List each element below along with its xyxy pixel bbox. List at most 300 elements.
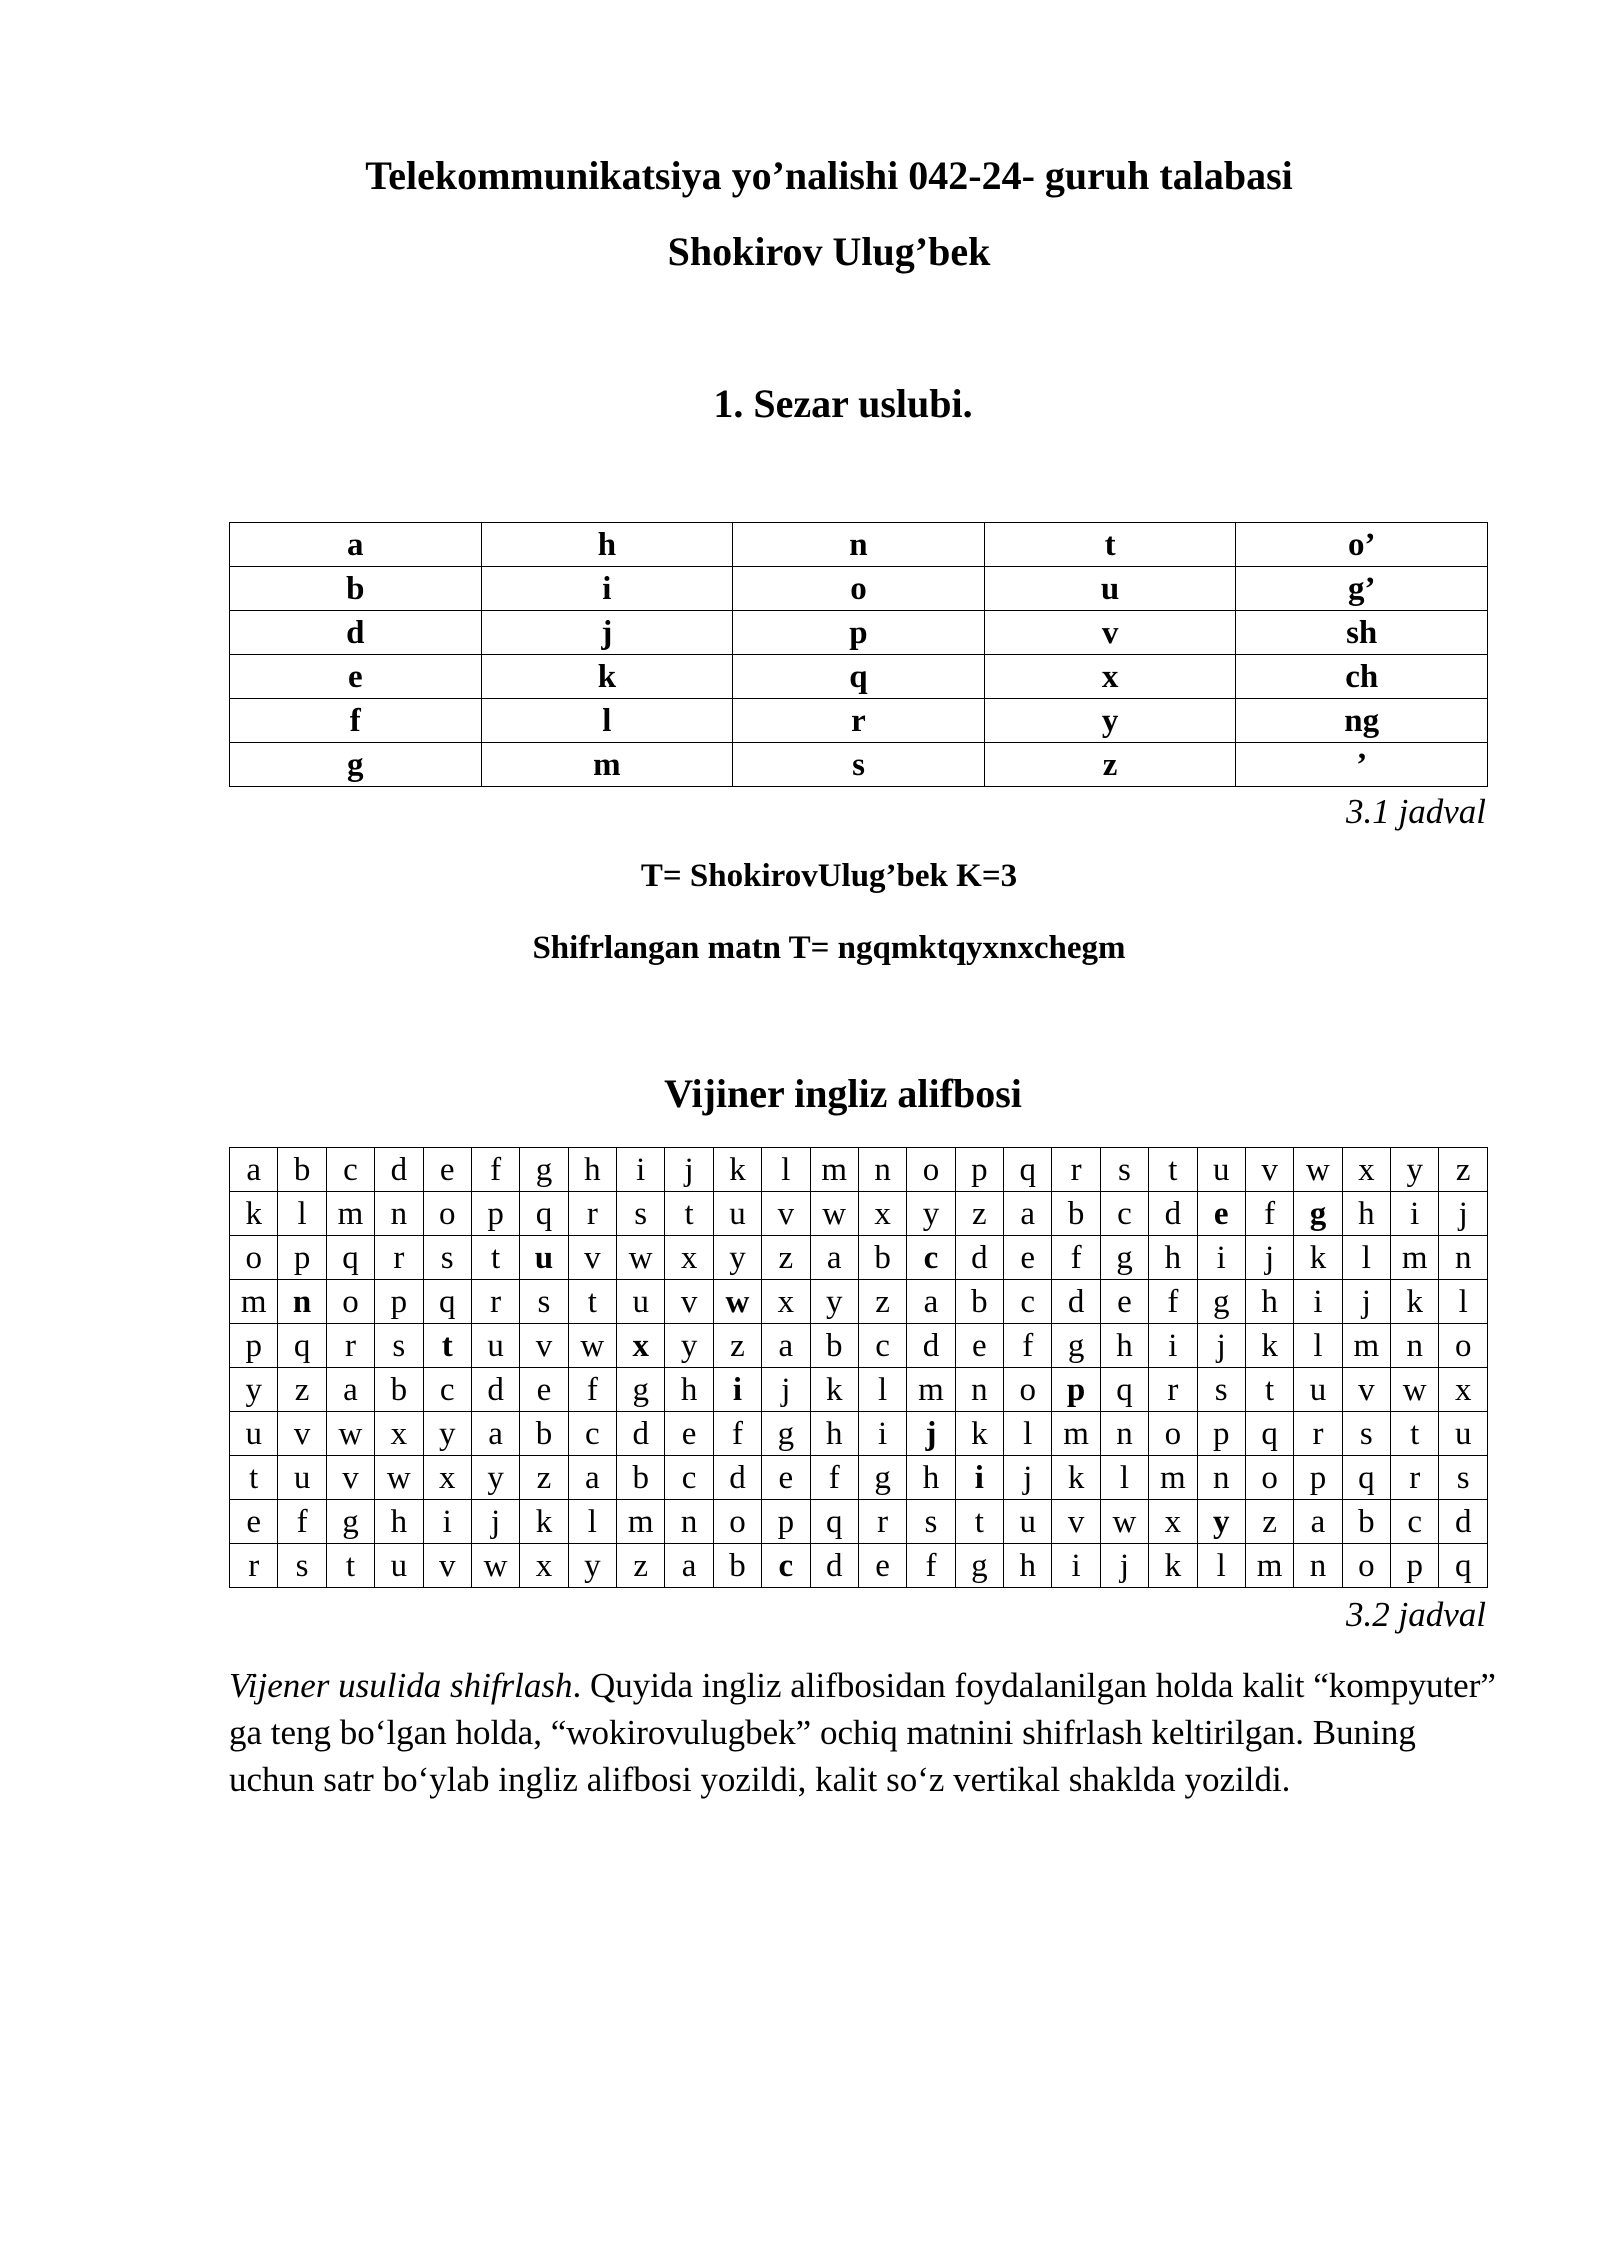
- table-cell: n: [733, 523, 985, 567]
- table-cell: s: [423, 1236, 471, 1280]
- table-cell: z: [713, 1324, 761, 1368]
- table-cell: n: [1294, 1544, 1342, 1588]
- table-cell: j: [665, 1148, 713, 1192]
- table-cell: f: [471, 1148, 519, 1192]
- table-cell: s: [1100, 1148, 1148, 1192]
- table-cell: f: [1245, 1192, 1293, 1236]
- table-cell: f: [230, 699, 482, 743]
- table-cell: w: [326, 1412, 374, 1456]
- table-cell: w: [1391, 1368, 1439, 1412]
- table-cell: g: [230, 743, 482, 787]
- table-cell: o’: [1236, 523, 1488, 567]
- table-cell: k: [810, 1368, 858, 1412]
- table-cell: h: [1342, 1192, 1390, 1236]
- table-cell: s: [1342, 1412, 1390, 1456]
- table-row: [230, 1500, 1488, 1544]
- table-cell: y: [665, 1324, 713, 1368]
- table-cell: m: [230, 1280, 278, 1324]
- table-cell: c: [326, 1148, 374, 1192]
- table-cell: x: [520, 1544, 568, 1588]
- table-cell: h: [810, 1412, 858, 1456]
- table-cell: u: [278, 1456, 326, 1500]
- table-cell: p: [955, 1148, 1003, 1192]
- table-cell: s: [617, 1192, 665, 1236]
- table-cell: j: [1439, 1192, 1488, 1236]
- table-cell: k: [520, 1500, 568, 1544]
- table-cell: b: [1052, 1192, 1100, 1236]
- table-cell: e: [762, 1456, 810, 1500]
- table-cell: d: [907, 1324, 955, 1368]
- table-cell: n: [955, 1368, 1003, 1412]
- table-cell: n: [278, 1280, 326, 1324]
- table-cell: c: [762, 1544, 810, 1588]
- table-cell: i: [1052, 1544, 1100, 1588]
- table-cell: w: [471, 1544, 519, 1588]
- table-cell: g’: [1236, 567, 1488, 611]
- table-cell: x: [858, 1192, 906, 1236]
- table-cell: o: [326, 1280, 374, 1324]
- table-cell: z: [617, 1544, 665, 1588]
- author-name: Shokirov Ulug’bek: [667, 229, 991, 274]
- table-cell: v: [423, 1544, 471, 1588]
- table-cell: r: [1294, 1412, 1342, 1456]
- table-cell: y: [984, 699, 1236, 743]
- table-cell: x: [665, 1236, 713, 1280]
- table-cell: g: [520, 1148, 568, 1192]
- table-cell: l: [858, 1368, 906, 1412]
- table-cell: x: [1149, 1500, 1197, 1544]
- table-cell: w: [1100, 1500, 1148, 1544]
- table-cell: y: [907, 1192, 955, 1236]
- table-cell: u: [713, 1192, 761, 1236]
- table-cell: s: [1197, 1368, 1245, 1412]
- table-cell: q: [810, 1500, 858, 1544]
- table-cell: d: [1149, 1192, 1197, 1236]
- table-cell: m: [326, 1192, 374, 1236]
- table-cell: d: [955, 1236, 1003, 1280]
- table-cell: m: [481, 743, 733, 787]
- table-cell: i: [1294, 1280, 1342, 1324]
- table-row: [230, 1192, 1488, 1236]
- table-cell: r: [1052, 1148, 1100, 1192]
- table-cell: k: [230, 1192, 278, 1236]
- table-cell: t: [326, 1544, 374, 1588]
- table-cell: k: [955, 1412, 1003, 1456]
- table-cell: s: [375, 1324, 423, 1368]
- table-cell: q: [1245, 1412, 1293, 1456]
- table-cell: g: [1294, 1192, 1342, 1236]
- table-row: [230, 743, 1488, 787]
- table-cell: j: [471, 1500, 519, 1544]
- table-cell: g: [762, 1412, 810, 1456]
- table-cell: u: [1197, 1148, 1245, 1192]
- table-cell: n: [858, 1148, 906, 1192]
- table-cell: u: [375, 1544, 423, 1588]
- table-cell: h: [1149, 1236, 1197, 1280]
- table-cell: h: [665, 1368, 713, 1412]
- table-row: [230, 1368, 1488, 1412]
- table-cell: w: [810, 1192, 858, 1236]
- table-cell: l: [1342, 1236, 1390, 1280]
- table-cell: h: [1245, 1280, 1293, 1324]
- table-row: [230, 1280, 1488, 1324]
- table-cell: x: [617, 1324, 665, 1368]
- table-cell: c: [858, 1324, 906, 1368]
- table-cell: v: [326, 1456, 374, 1500]
- table-cell: k: [1149, 1544, 1197, 1588]
- document-title: Telekommunikatsiya yo’nalishi 042-24- guruh talabasi: [365, 153, 1293, 198]
- table-row: [230, 1148, 1488, 1192]
- table-cell: q: [733, 655, 985, 699]
- table-cell: c: [1100, 1192, 1148, 1236]
- table-cell: r: [471, 1280, 519, 1324]
- table-row: [230, 1412, 1488, 1456]
- table-cell: a: [1294, 1500, 1342, 1544]
- table-cell: l: [1294, 1324, 1342, 1368]
- table-cell: z: [762, 1236, 810, 1280]
- table-cell: n: [375, 1192, 423, 1236]
- table-cell: i: [617, 1148, 665, 1192]
- table-cell: a: [810, 1236, 858, 1280]
- table-cell: z: [1439, 1148, 1488, 1192]
- cipher-text: Shifrlangan matn T= ngqmktqyxnxchegm: [532, 930, 1126, 966]
- table-cell: d: [713, 1456, 761, 1500]
- table-cell: q: [1439, 1544, 1488, 1588]
- table-cell: b: [520, 1412, 568, 1456]
- table-cell: t: [1391, 1412, 1439, 1456]
- table-cell: v: [568, 1236, 616, 1280]
- section-heading: 1. Sezar uslubi.: [713, 381, 973, 426]
- table-cell: r: [375, 1236, 423, 1280]
- table-row: [230, 1324, 1488, 1368]
- table-row: [230, 567, 1488, 611]
- table-cell: b: [955, 1280, 1003, 1324]
- table-cell: o: [713, 1500, 761, 1544]
- table-cell: k: [1294, 1236, 1342, 1280]
- table-cell: f: [907, 1544, 955, 1588]
- table-cell: j: [907, 1412, 955, 1456]
- table-cell: e: [1004, 1236, 1052, 1280]
- table-cell: u: [520, 1236, 568, 1280]
- table-cell: t: [1149, 1148, 1197, 1192]
- table-cell: y: [230, 1368, 278, 1412]
- table-cell: h: [375, 1500, 423, 1544]
- table-cell: p: [471, 1192, 519, 1236]
- table-cell: a: [326, 1368, 374, 1412]
- table-cell: x: [984, 655, 1236, 699]
- table-cell: v: [1052, 1500, 1100, 1544]
- table-cell: d: [810, 1544, 858, 1588]
- table-cell: m: [907, 1368, 955, 1412]
- table-cell: j: [1100, 1544, 1148, 1588]
- table-cell: a: [907, 1280, 955, 1324]
- table-cell: a: [568, 1456, 616, 1500]
- explanation-paragraph: [229, 1662, 1499, 1803]
- table-cell: o: [1149, 1412, 1197, 1456]
- table-cell: k: [1052, 1456, 1100, 1500]
- table-cell: x: [423, 1456, 471, 1500]
- table-cell: g: [1052, 1324, 1100, 1368]
- paragraph-body: . Quyida ingliz alifbosidan foydalanilgan holda kalit “kompyuter” ga teng bo‘lgan holda, “wokirovulugbek” ochiq matnini shifrlash keltirilgan. Buning uchun satr bo‘ylab ingliz alifbosi yozildi, kalit so‘z vertikal shaklda yozildi.: [229, 1666, 1496, 1799]
- table-caption-1: 3.1 jadval: [1346, 792, 1486, 831]
- table-cell: y: [471, 1456, 519, 1500]
- table-cell: y: [568, 1544, 616, 1588]
- table-cell: i: [858, 1412, 906, 1456]
- table-cell: p: [278, 1236, 326, 1280]
- table-cell: v: [1245, 1148, 1293, 1192]
- table-cell: h: [481, 523, 733, 567]
- table-cell: w: [617, 1236, 665, 1280]
- table-cell: e: [520, 1368, 568, 1412]
- table-cell: g: [326, 1500, 374, 1544]
- table-cell: u: [230, 1412, 278, 1456]
- table-cell: f: [1004, 1324, 1052, 1368]
- table-cell: p: [1052, 1368, 1100, 1412]
- table-cell: d: [375, 1148, 423, 1192]
- table-cell: c: [568, 1412, 616, 1456]
- table-cell: v: [665, 1280, 713, 1324]
- table-cell: i: [1149, 1324, 1197, 1368]
- vigenere-heading: Vijiner ingliz alifbosi: [664, 1071, 1022, 1116]
- table-cell: l: [1197, 1544, 1245, 1588]
- table-cell: b: [617, 1456, 665, 1500]
- table-cell: z: [984, 743, 1236, 787]
- table-cell: l: [1004, 1412, 1052, 1456]
- table-cell: b: [810, 1324, 858, 1368]
- table-cell: n: [1391, 1324, 1439, 1368]
- table-cell: p: [762, 1500, 810, 1544]
- table-cell: p: [1294, 1456, 1342, 1500]
- table-cell: n: [1439, 1236, 1488, 1280]
- table-cell: l: [1439, 1280, 1488, 1324]
- table-cell: k: [1391, 1280, 1439, 1324]
- vigenere-table: [229, 1147, 1488, 1588]
- table-row: [230, 611, 1488, 655]
- table-cell: f: [1149, 1280, 1197, 1324]
- table-cell: sh: [1236, 611, 1488, 655]
- table-cell: t: [568, 1280, 616, 1324]
- table-cell: z: [955, 1192, 1003, 1236]
- table-cell: u: [617, 1280, 665, 1324]
- table-cell: s: [1439, 1456, 1488, 1500]
- table-cell: r: [1391, 1456, 1439, 1500]
- table-cell: f: [1052, 1236, 1100, 1280]
- table-cell: z: [520, 1456, 568, 1500]
- table-cell: o: [1342, 1544, 1390, 1588]
- table-cell: l: [278, 1192, 326, 1236]
- table-cell: t: [230, 1456, 278, 1500]
- table-cell: o: [230, 1236, 278, 1280]
- table-cell: a: [665, 1544, 713, 1588]
- table-cell: r: [230, 1544, 278, 1588]
- table-cell: i: [1391, 1192, 1439, 1236]
- table-cell: v: [278, 1412, 326, 1456]
- table-cell: e: [230, 1500, 278, 1544]
- table-cell: o: [733, 567, 985, 611]
- table-cell: x: [1439, 1368, 1488, 1412]
- table-cell: g: [1197, 1280, 1245, 1324]
- table-cell: r: [568, 1192, 616, 1236]
- table-cell: b: [278, 1148, 326, 1192]
- table-cell: a: [762, 1324, 810, 1368]
- table-cell: u: [984, 567, 1236, 611]
- table-cell: m: [1149, 1456, 1197, 1500]
- table-cell: g: [1100, 1236, 1148, 1280]
- table-cell: j: [1197, 1324, 1245, 1368]
- table-cell: e: [665, 1412, 713, 1456]
- table-cell: o: [423, 1192, 471, 1236]
- table-cell: e: [423, 1148, 471, 1192]
- table-cell: i: [713, 1368, 761, 1412]
- key-formula: T= ShokirovUlug’bek K=3: [640, 858, 1018, 894]
- table-cell: y: [810, 1280, 858, 1324]
- table-cell: u: [1439, 1412, 1488, 1456]
- table-cell: t: [423, 1324, 471, 1368]
- table-cell: s: [733, 743, 985, 787]
- table-cell: c: [423, 1368, 471, 1412]
- table-cell: w: [375, 1456, 423, 1500]
- table-cell: e: [230, 655, 482, 699]
- table-cell: u: [1004, 1500, 1052, 1544]
- table-cell: g: [617, 1368, 665, 1412]
- table-cell: t: [665, 1192, 713, 1236]
- table-cell: q: [520, 1192, 568, 1236]
- table-cell: c: [665, 1456, 713, 1500]
- table-cell: e: [1100, 1280, 1148, 1324]
- table-cell: m: [810, 1148, 858, 1192]
- table-cell: w: [568, 1324, 616, 1368]
- table-cell: f: [278, 1500, 326, 1544]
- table-cell: d: [1439, 1500, 1488, 1544]
- table-cell: j: [481, 611, 733, 655]
- table-cell: k: [713, 1148, 761, 1192]
- table-cell: ng: [1236, 699, 1488, 743]
- table-cell: n: [1197, 1456, 1245, 1500]
- table-cell: r: [326, 1324, 374, 1368]
- table-cell: ’: [1236, 743, 1488, 787]
- table-cell: r: [858, 1500, 906, 1544]
- table-cell: s: [278, 1544, 326, 1588]
- table-cell: i: [423, 1500, 471, 1544]
- table-cell: a: [230, 1148, 278, 1192]
- table-cell: v: [984, 611, 1236, 655]
- table-cell: o: [1245, 1456, 1293, 1500]
- table-cell: i: [955, 1456, 1003, 1500]
- table-cell: e: [955, 1324, 1003, 1368]
- table-cell: c: [1391, 1500, 1439, 1544]
- table-cell: i: [1197, 1236, 1245, 1280]
- table-cell: l: [1100, 1456, 1148, 1500]
- table-cell: b: [713, 1544, 761, 1588]
- table-cell: l: [481, 699, 733, 743]
- table-cell: b: [858, 1236, 906, 1280]
- table-cell: k: [481, 655, 733, 699]
- table-cell: n: [665, 1500, 713, 1544]
- table-cell: b: [1342, 1500, 1390, 1544]
- table-cell: p: [375, 1280, 423, 1324]
- table-cell: g: [955, 1544, 1003, 1588]
- table-cell: m: [617, 1500, 665, 1544]
- table-cell: x: [375, 1412, 423, 1456]
- table-cell: k: [1245, 1324, 1293, 1368]
- table-cell: q: [1100, 1368, 1148, 1412]
- table-cell: v: [1342, 1368, 1390, 1412]
- table-cell: z: [1245, 1500, 1293, 1544]
- table-cell: m: [1391, 1236, 1439, 1280]
- table-cell: l: [762, 1148, 810, 1192]
- table-cell: y: [1391, 1148, 1439, 1192]
- table-cell: p: [230, 1324, 278, 1368]
- table-cell: t: [984, 523, 1236, 567]
- table-cell: i: [481, 567, 733, 611]
- table-cell: p: [1391, 1544, 1439, 1588]
- table-cell: p: [1197, 1412, 1245, 1456]
- table-cell: f: [713, 1412, 761, 1456]
- table-cell: w: [1294, 1148, 1342, 1192]
- table-cell: v: [520, 1324, 568, 1368]
- table-cell: a: [230, 523, 482, 567]
- table-cell: u: [1294, 1368, 1342, 1412]
- table-cell: n: [1100, 1412, 1148, 1456]
- table-cell: y: [1197, 1500, 1245, 1544]
- table-cell: q: [423, 1280, 471, 1324]
- table-cell: r: [733, 699, 985, 743]
- table-cell: b: [230, 567, 482, 611]
- table-cell: e: [858, 1544, 906, 1588]
- table-cell: w: [713, 1280, 761, 1324]
- table-row: [230, 699, 1488, 743]
- table-cell: m: [1052, 1412, 1100, 1456]
- caesar-alphabet-table: [229, 522, 1488, 787]
- table-cell: y: [713, 1236, 761, 1280]
- table-cell: j: [1342, 1280, 1390, 1324]
- table-cell: d: [1052, 1280, 1100, 1324]
- table-cell: f: [568, 1368, 616, 1412]
- table-cell: s: [907, 1500, 955, 1544]
- table-cell: s: [520, 1280, 568, 1324]
- table-cell: h: [1004, 1544, 1052, 1588]
- table-cell: q: [1342, 1456, 1390, 1500]
- table-cell: l: [568, 1500, 616, 1544]
- table-cell: j: [1004, 1456, 1052, 1500]
- table-row: [230, 1236, 1488, 1280]
- table-cell: h: [568, 1148, 616, 1192]
- table-cell: c: [1004, 1280, 1052, 1324]
- table-cell: m: [1245, 1544, 1293, 1588]
- table-cell: d: [617, 1412, 665, 1456]
- table-cell: ch: [1236, 655, 1488, 699]
- table-cell: g: [858, 1456, 906, 1500]
- table-row: [230, 523, 1488, 567]
- paragraph-lead: Vijener usulida shifrlash: [229, 1666, 573, 1705]
- table-cell: c: [907, 1236, 955, 1280]
- table-cell: b: [375, 1368, 423, 1412]
- table-cell: x: [762, 1280, 810, 1324]
- table-cell: z: [858, 1280, 906, 1324]
- table-cell: q: [326, 1236, 374, 1280]
- table-cell: f: [810, 1456, 858, 1500]
- table-row: [230, 1544, 1488, 1588]
- table-caption-2: 3.2 jadval: [1346, 1595, 1486, 1634]
- table-row: [230, 655, 1488, 699]
- table-cell: t: [471, 1236, 519, 1280]
- table-cell: d: [471, 1368, 519, 1412]
- table-cell: a: [471, 1412, 519, 1456]
- table-cell: o: [1439, 1324, 1488, 1368]
- table-cell: e: [1197, 1192, 1245, 1236]
- table-cell: h: [1100, 1324, 1148, 1368]
- table-cell: j: [1245, 1236, 1293, 1280]
